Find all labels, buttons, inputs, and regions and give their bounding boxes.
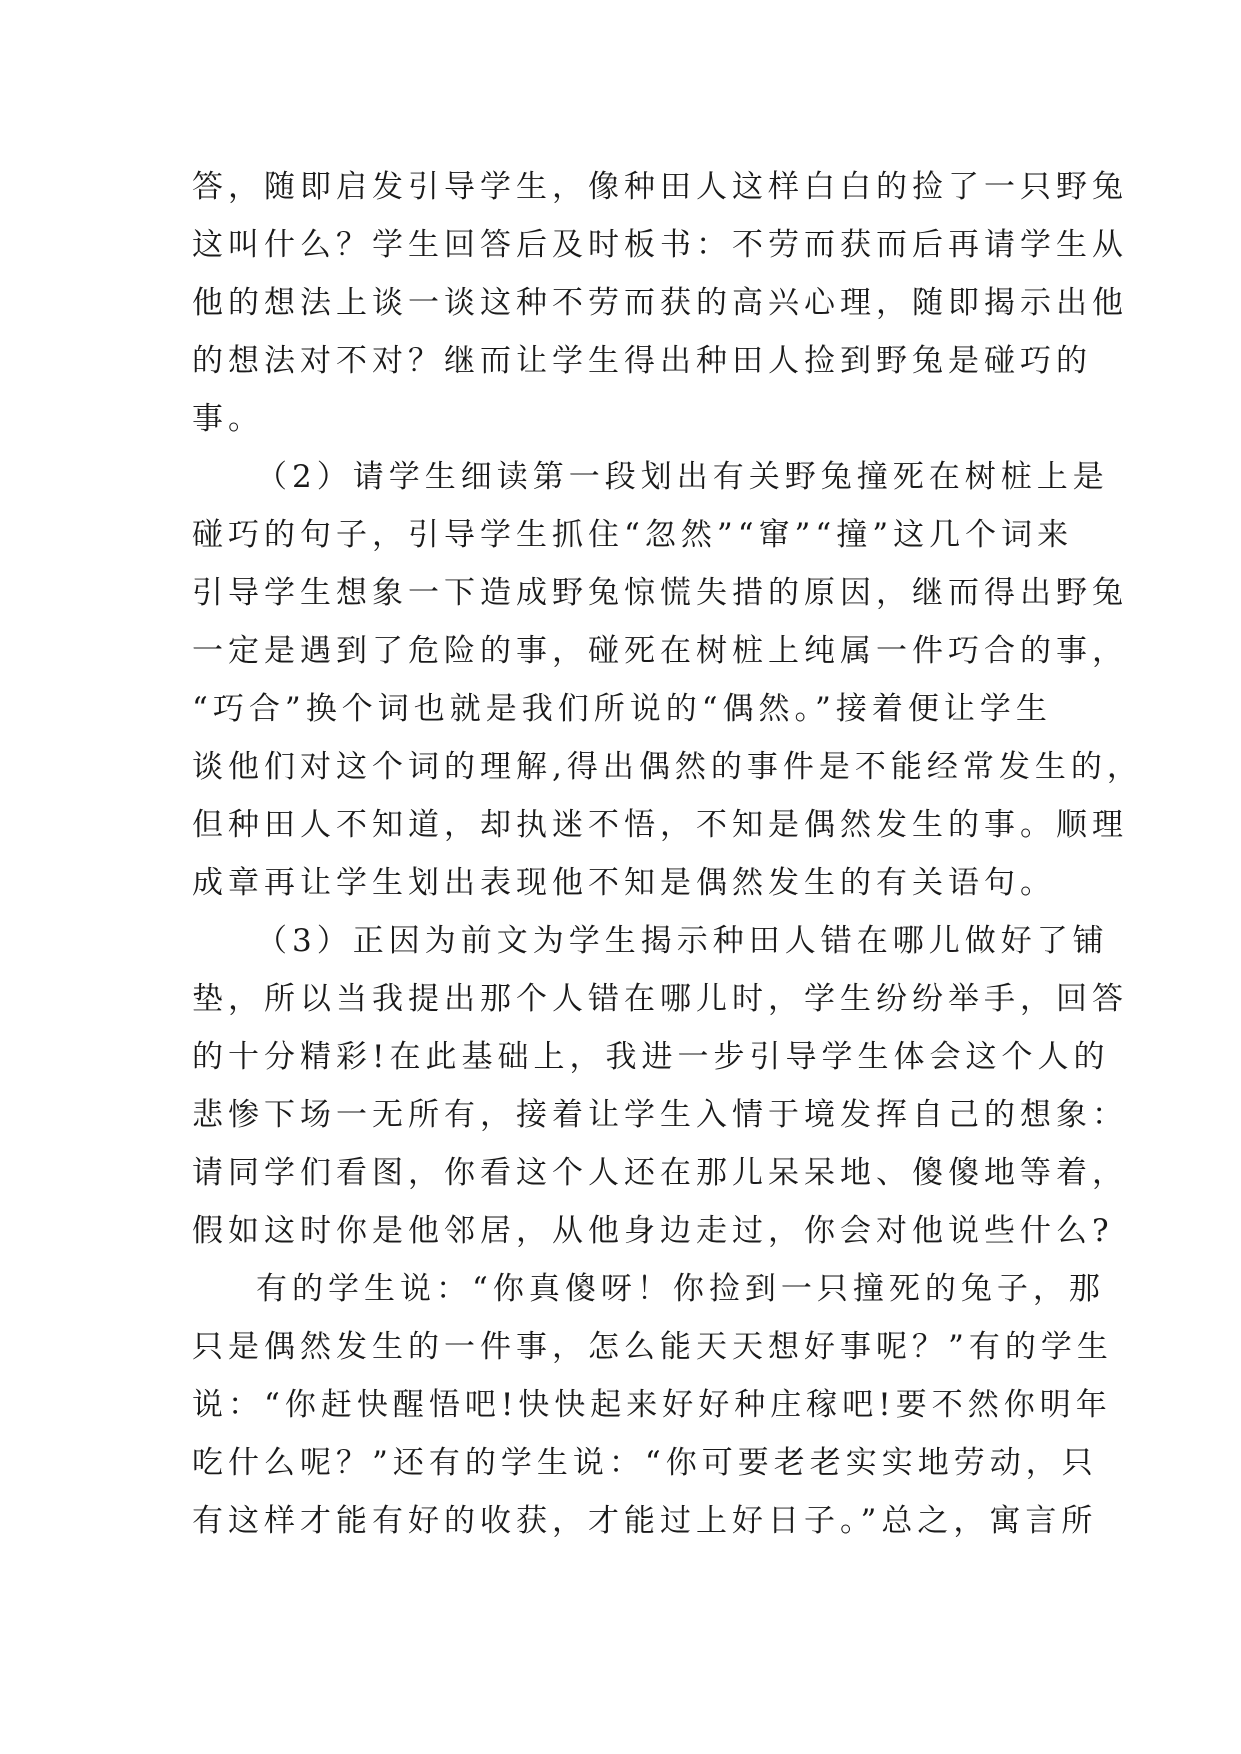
- text-line: 引导学生想象一下造成野兔惊慌失措的原因，继而得出野兔: [192, 575, 1128, 611]
- text-line: 说：“你赶快醒悟吧!快快起来好好种庄稼吧!要不然你明年: [192, 1387, 1112, 1423]
- text-line: 的十分精彩!在此基础上，我进一步引导学生体会这个人的: [192, 1039, 1110, 1075]
- text-line: 这叫什么？学生回答后及时板书：不劳而获而后再请学生从: [192, 227, 1128, 263]
- body-text: [192, 158, 1143, 1550]
- text-line: 答，随即启发引导学生，像种田人这样白白的捡了一只野兔: [192, 169, 1128, 205]
- text-line: “巧合”换个词也就是我们所说的“偶然。”接着便让学生: [192, 691, 1052, 727]
- text-line: 成章再让学生划出表现他不知是偶然发生的有关语句。: [192, 865, 1056, 901]
- text-line: 假如这时你是他邻居，从他身边走过，你会对他说些什么?: [192, 1213, 1114, 1249]
- text-line: 他的想法上谈一谈这种不劳而获的高兴心理，随即揭示出他: [192, 285, 1128, 321]
- text-line: 一定是遇到了危险的事，碰死在树桩上纯属一件巧合的事，: [192, 633, 1128, 669]
- text-line: 事。: [192, 401, 264, 437]
- paragraph-start-line: （2）请学生细读第一段划出有关野兔撞死在树桩上是: [256, 459, 1109, 495]
- text-line: 但种田人不知道，却执迷不悟，不知是偶然发生的事。顺理: [192, 807, 1128, 843]
- text-line: 的想法对不对？继而让学生得出种田人捡到野兔是碰巧的: [192, 343, 1092, 379]
- paragraph-start-line: （3）正因为前文为学生揭示种田人错在哪儿做好了铺: [256, 923, 1109, 959]
- paragraph-start-line: 有的学生说：“你真傻呀！你捡到一只撞死的兔子，那: [256, 1271, 1105, 1307]
- text-line: 只是偶然发生的一件事，怎么能天天想好事呢？”有的学生: [192, 1329, 1113, 1365]
- text-line: 悲惨下场一无所有，接着让学生入情于境发挥自己的想象：: [192, 1097, 1128, 1133]
- text-line: 碰巧的句子，引导学生抓住“忽然”“窜”“撞”这几个词来: [192, 517, 1074, 553]
- text-line: 有这样才能有好的收获，才能过上好日子。”总之，寓言所: [192, 1503, 1098, 1539]
- text-line: 请同学们看图，你看这个人还在那儿呆呆地、傻傻地等着，: [192, 1155, 1128, 1191]
- text-line: 吃什么呢？”还有的学生说：“你可要老老实实地劳动，只: [192, 1445, 1098, 1481]
- text-line: 谈他们对这个词的理解,得出偶然的事件是不能经常发生的，: [192, 749, 1143, 785]
- text-line: 垫，所以当我提出那个人错在哪儿时，学生纷纷举手，回答: [192, 981, 1128, 1017]
